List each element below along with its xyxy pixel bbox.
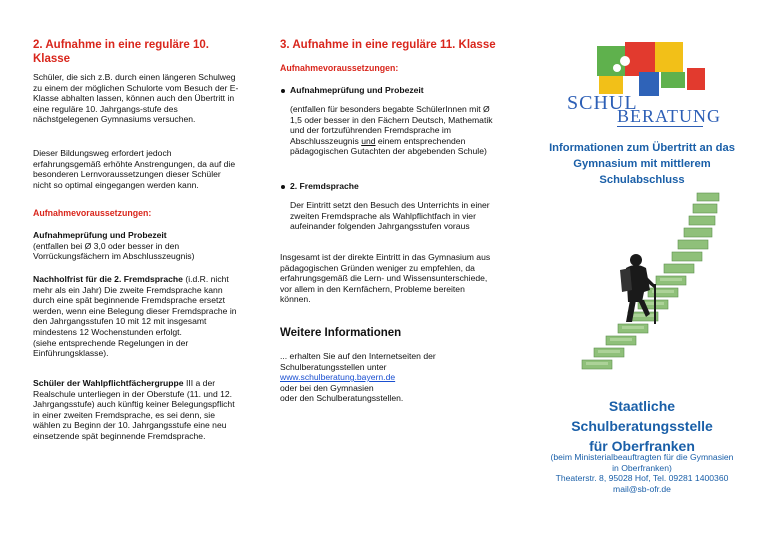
col1-req1-text: (entfallen bei Ø 3,0 oder besser in den Vorrückungsfächern im Abschlusszeugnis) xyxy=(33,240,195,262)
col1-req2-title: Nachholfrist für die 2. Fremdsprache xyxy=(33,274,183,284)
addr-line-4[interactable]: mail@sb-ofr.de xyxy=(613,483,671,494)
col1-req1 xyxy=(33,230,241,262)
org-line-3: für Oberfranken xyxy=(589,438,695,454)
col1-req3 xyxy=(33,378,241,442)
col2-para: Insgesamt ist der direkte Eintritt in das Gymnasium aus pädagogischen Gründen weniger zu empfehlen, da erfahrungsgemäß die Lern- und Wissensunterschiede, vor allem in den Kernfächern, Probleme bereiten können. xyxy=(280,252,491,305)
title-line-1: Informationen zum Übertritt an das xyxy=(549,142,735,154)
col1-req3-text: III a der Realschule unterliegen in der Oberstufe (11. und 12. Jahrgangsstufe) auch künftig keiner Belegungspflicht in einer zweiten Fremdsprache, es sei denn, sie wählen zu Beginn der 10. Jahrgangsstufe eine neu einsetzende spät beginnende Fremdsprache. xyxy=(33,378,235,441)
col2-more-text3: oder den Schulberatungsstellen. xyxy=(280,393,404,403)
col2-bullet1-text-b: einem entsprechenden pädagogischen Gutachten der abgebenden Schule) xyxy=(290,135,487,157)
more-info-heading: Weitere Informationen xyxy=(280,327,402,339)
col2-bullet2 xyxy=(290,181,359,192)
col1-req2-note: (siehe entsprechende Regelungen in der Einführungsklasse). xyxy=(33,337,189,359)
org-line-2: Schulberatungsstelle xyxy=(571,418,713,434)
climber-on-money-stairs-image xyxy=(576,188,721,380)
col2-bullet2-text: Der Eintritt setzt den Besuch des Unterrichts in einer zweiten Fremdsprache als Wahlpflichtfach in vier aufeinander folgenden Jahrgangsstufen voraus xyxy=(290,200,490,232)
addr-line-1: (beim Ministerialbeauftragten für die Gymnasien xyxy=(550,452,734,462)
col2-bullet1-text xyxy=(290,104,502,157)
title-line-3: Schulabschluss xyxy=(599,174,685,186)
section-heading-11: 3. Aufnahme in eine reguläre 11. Klasse xyxy=(280,39,496,51)
schulberatung-link[interactable]: www.schulberatung.bayern.de xyxy=(280,372,396,382)
col2-more-text2: oder bei den Gymnasien xyxy=(280,383,374,393)
bullet-dot-1 xyxy=(281,89,285,93)
col1-req2-text: (i.d.R. nicht mehr als ein Jahr) Die zweite Fremdsprache kann durch eine spät beginnende Fremdsprache ersetzt werden, wenn eine Belegung dieser Fremdsprache in den Jahrgangsstufen 10 mit 12 mit insgesamt mindestens 12 Wochenstunden erfolgt. xyxy=(33,274,237,337)
section-heading-10: 2. Aufnahme in eine reguläre 10. Klasse xyxy=(33,39,209,65)
schulberatung-logo xyxy=(565,38,722,133)
logo-underline xyxy=(617,126,703,127)
col2-bullet1-text-u: und xyxy=(361,135,376,146)
bullet-dot-2 xyxy=(281,185,285,189)
col1-para2: Dieser Bildungsweg erfordert jedoch erfahrungsgemäß erhöhte Anstrengungen, da auf die besonderen Lernvoraussetzungen dieser Schüler nicht so optimal eingegangen werden kann. xyxy=(33,148,236,190)
brochure-title xyxy=(532,140,752,188)
col2-subheading: Aufnahmevoraussetzungen: xyxy=(280,63,399,73)
col2-more-text1: ... erhalten Sie auf den Internetseiten der Schulberatungsstellen unter xyxy=(280,351,436,372)
organisation-name xyxy=(532,396,752,456)
col2-more-link-wrap xyxy=(280,372,395,383)
addr-line-2: in Oberfranken) xyxy=(612,462,672,473)
title-line-2: Gymnasium mit mittlerem xyxy=(573,158,711,170)
addr-line-3: Theaterstr. 8, 95028 Hof, Tel. 09281 1400360 xyxy=(555,473,729,483)
col2-bullet1-title: Aufnahmeprüfung und Probezeit xyxy=(290,85,424,95)
col1-intro: Schüler, die sich z.B. durch einen längeren Schulweg zu einem der möglichen Schulorte vom Besuch der E-Klasse abhalten lassen, können auch den Übertritt in eine reguläre 10. Jahrgangs-stufe des nächstgelegenen Gymnasiums versuchen. xyxy=(33,72,239,125)
org-line-1: Staatliche xyxy=(608,398,676,414)
logo-beratung-text: BERATUNG xyxy=(617,106,722,126)
col2-bullet1-text-a: (entfallen für besonders begabte SchülerInnen mit Ø 1,5 oder besser in den Fächern Deutsch, Mathematik und der fortzuführenden Fremdsprache im Abschlusszeugnis xyxy=(290,104,493,146)
organisation-address xyxy=(522,452,762,494)
col1-subheading: Aufnahmevoraussetzungen: xyxy=(33,208,152,218)
logo-schul-text: SCHUL xyxy=(567,92,638,114)
col1-req2 xyxy=(33,274,241,359)
col1-req1-title: Aufnahmeprüfung und Probezeit xyxy=(33,230,167,240)
col2-bullet1 xyxy=(290,85,424,96)
col2-bullet2-title: 2. Fremdsprache xyxy=(290,181,359,191)
col1-req3-title: Schüler der Wahlpflichtfächergruppe xyxy=(33,378,184,388)
